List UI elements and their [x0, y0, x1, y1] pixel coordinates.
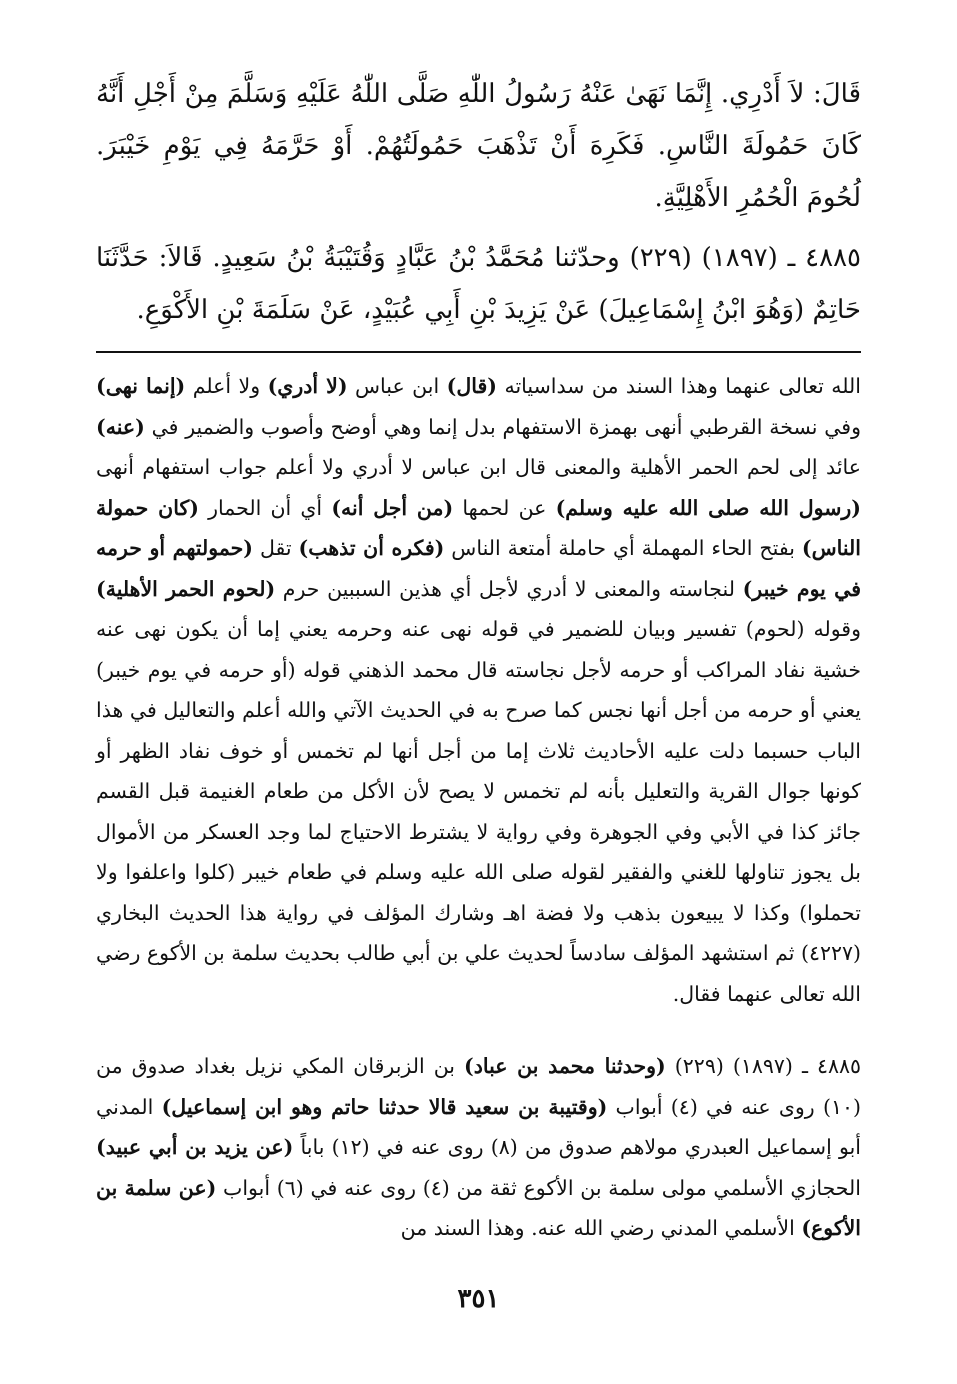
commentary-text-run: الأسلمي المدني رضي الله عنه. وهذا السند من — [400, 1216, 802, 1240]
commentary-text-run: ابن عباس — [347, 374, 447, 398]
commentary-quoted-phrase: (عن يزيد بن أبي عبيد) — [96, 1135, 294, 1159]
commentary-text-run: بن الزبرقان المكي نزيل بغداد صدوق من (١٠) روى عنه في (٤) أبواب — [96, 1054, 861, 1119]
commentary-text-run: الحجازي الأسلمي مولى سلمة بن الأكوع ثقة من (٤) روى عنه في (٦) أبواب — [216, 1175, 861, 1200]
commentary-quoted-phrase: (رسول الله صلى الله عليه وسلم) — [555, 495, 861, 520]
commentary-text-run: ولا أعلم — [185, 374, 268, 398]
page-number: ٣٥١ — [457, 1284, 500, 1314]
commentary-paragraph — [96, 366, 861, 1014]
commentary-text-run: وقوله (لحوم) تفسير وبيان للضمير في قوله نهى عنه وحرمه يعني إما أن يكون نهى عنه خشية نفاد المراكب أو حرمه لأجل نجاسته قال محمد الذهني قوله (أو حرمه في يوم خيبر) يعني أو حرمه من أجل أنها نجس كما صرح به في الحديث الآتي والله أعلم والتعاليل في هذا الباب حسبما دلت عليه الأحاديث ثلاث إما من أجل أنها لم تخمس أو خوف نفاد الظهر أو كونها جوال القرية والتعليل بأنه لم تخمس لا يصح لأن الأكل من طعام الغنيمة قبل القسم جائز كذا في الأبي وفي الجوهرة وفي رواية لا يشترط الاحتياج لما وجد العسكر من الأموال بل يجوز تناولها للغني والفقير لقوله صلى الله عليه وسلم في طعام خيبر (كلوا واعلفوا ولا تحملوا) وكذا لا يبيعون بذهب ولا فضة اهـ وشارك المؤلف في رواية هذا الحديث البخاري (٤٢٢٧) ثم استشهد المؤلف سادساً لحديث علي بن أبي طالب بحديث سلمة بن الأكوع رضي الله تعالى عنهما فقال. — [96, 617, 861, 1006]
commentary-text-run: وفي نسخة القرطبي أنهى بهمزة الاستفهام بدل إنما وهي أوضح وأصوب والضمير في — [144, 414, 861, 439]
commentary-text-run: أي أن الحمار — [198, 495, 332, 520]
hadith-isnad: ٤٨٨٥ ـ (١٨٩٧) (٢٢٩) وحدّثنا مُحَمَّدُ بْنُ عَبَّادٍ وَقُتَيْبَةُ بْنُ سَعِيدٍ. قَالاَ: حَدَّثَنَا حَاتِمٌ (وَهُوَ ابْنُ إِسْمَاعِيلَ) عَنْ يَزِيدَ بْنِ أَبِي عُبَيْدٍ، عَنْ سَلَمَةَ بْنِ الأَكْوَعِ. — [96, 243, 861, 325]
commentary-quoted-phrase: (عن سلمة بن الأكوع) — [96, 1175, 861, 1240]
commentary-quoted-phrase: (عنه) — [96, 414, 145, 439]
commentary-text-run: بفتح الحاء المهملة أي حاملة أمتعة الناس — [444, 536, 802, 560]
commentary-quoted-phrase: (إنما نهى) — [96, 374, 186, 398]
commentary-quoted-phrase: (لا أدري) — [267, 374, 348, 398]
commentary-text-run: تقل — [253, 536, 299, 560]
commentary-quoted-phrase: (وحدثنا محمد بن عباد) — [464, 1054, 666, 1078]
commentary-text-run: المدني أبو إسماعيل العبدري مولاهم صدوق من (٨) روى عنه في (١٢) باباً — [96, 1094, 861, 1159]
commentary-text-run: ٤٨٨٥ ـ (١٨٩٧) (٢٢٩) — [665, 1054, 862, 1078]
commentary-text-run: لنجاسته والمعنى لا أدري لأجل أي هذين السببين حرم — [275, 576, 743, 601]
commentary-quoted-phrase: (لحوم الحمر الأهلية) — [96, 576, 276, 601]
commentary-text-run: عن لحمها — [453, 495, 556, 520]
commentary-quoted-phrase: (وقتيبة بن سعيد قالا حدثنا حاتم وهو ابن إسماعيل) — [161, 1094, 608, 1119]
commentary-quoted-phrase: (قال) — [446, 374, 497, 398]
commentary-quoted-phrase: (من أجل أنه) — [331, 495, 454, 520]
commentary-text-run: الله تعالى عنهما وهذا السند من سداسياته — [497, 374, 862, 398]
commentary-quoted-phrase: (فكره أن تذهب) — [298, 536, 445, 560]
narrators-paragraph — [96, 1046, 861, 1249]
commentary-quoted-phrase: (حمولتهم أو حرمه في يوم خيبر) — [96, 536, 861, 601]
commentary-quoted-phrase: (كان حمولة الناس) — [96, 495, 861, 560]
footnote-divider — [96, 351, 861, 353]
hadith-text: قَالَ: لاَ أَدْرِي. إِنَّمَا نَهَىٰ عَنْهُ رَسُولُ اللّٰهِ صَلَّى اللّٰهُ عَلَيْهِ وَسَلَّمَ مِنْ أَجْلِ أَنَّهُ كَانَ حَمُولَةَ النَّاسِ. فَكَرِهَ أَنْ تَذْهَبَ حَمُولَتُهُمْ. أَوْ حَرَّمَهُ فِي يَوْمِ خَيْبَرَ. لُحُومَ الْحُمُرِ الأَهْلِيَّةِ. — [96, 79, 861, 213]
commentary-text-run: عائد إلى لحم الحمر الأهلية والمعنى قال ابن عباس لا أدري ولا أعلم جواب استفهام أنهى — [96, 455, 861, 479]
